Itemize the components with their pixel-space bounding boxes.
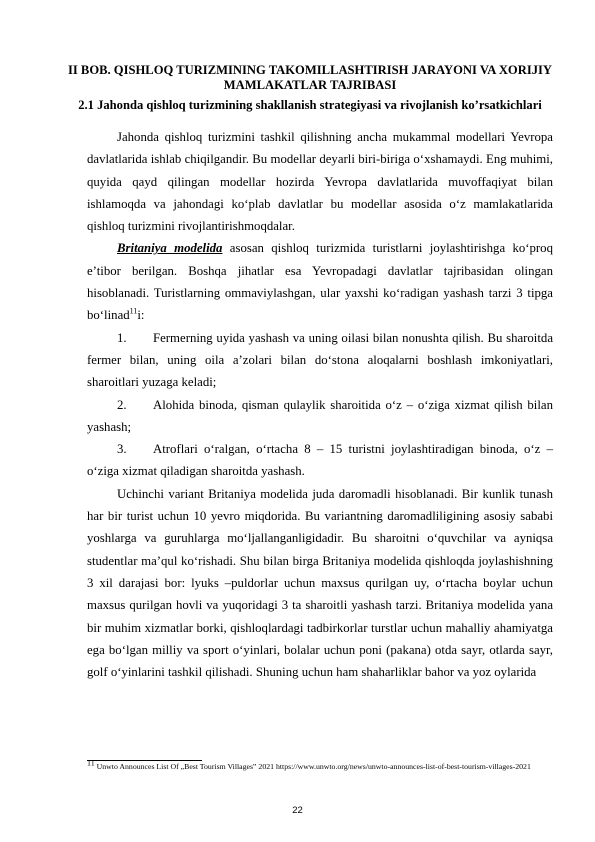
body-text xyxy=(87,126,553,683)
list-number: 3. xyxy=(117,442,127,457)
page-number: 22 xyxy=(292,805,303,816)
term-britain-model: Britaniya modelida xyxy=(117,241,223,256)
list-number: 2. xyxy=(117,397,127,412)
list-number: 1. xyxy=(117,330,127,345)
paragraph-britain-model xyxy=(87,237,553,326)
list-text: Alohida binoda, qisman qulaylik sharoitida o‘z – o‘ziga xizmat qilish bilan yashash; xyxy=(87,397,553,434)
list-text: Atroflari o‘ralgan, o‘rtacha 8 – 15 turistni joylashtiradigan binoda, o‘z – o‘ziga xizmat qiladigan sharoitda yashash. xyxy=(87,442,553,479)
list-item xyxy=(87,394,553,439)
footnote-text: Unwto Announces List Of „Best Tourism Villages‟ 2021 https://www.unwto.org/news/unwto-announces-list-of-best-tourism-villages-2021 xyxy=(94,762,531,771)
paragraph-britain-model-end: i: xyxy=(137,308,145,323)
paragraph-intro: Jahonda qishloq turizmini tashkil qilishning ancha mukammal modellari Yevropa davlatlarida ishlab chiqilgandir. Bu modellar deyarli biri-biriga o‘xshamaydi. Eng muhimi, quyida qayd qilingan modellar hozirda Yevropa davlatlarida muvoffaqiyat bilan ishlamoqda va jahondagi ko‘plab davlatlar bu modellar asosida o‘z mamlakatlarida qishloq turizmini rivojlantirishmoqdalar. xyxy=(87,130,553,234)
list-item xyxy=(87,327,553,394)
footnote-mark: 11 xyxy=(87,758,95,768)
section-title: 2.1 Jahonda qishloq turizmining shakllanish strategiyasi va rivojlanish ko’rsatkichlari xyxy=(78,98,542,112)
footnote-reference: 11 xyxy=(129,307,138,317)
list-item xyxy=(87,438,553,483)
list-text: Fermerning uyida yashash va uning oilasi bilan nonushta qilish. Bu sharoitda fermer bilan, uning oila a’zolari bilan do‘stona aloqalarni boshlash imkoniyatlari, sharoitlari yuzaga keladi; xyxy=(87,330,553,390)
paragraph-third-variant: Uchinchi variant Britaniya modelida juda daromadli hisoblanadi. Bir kunlik tunash har bir turist uchun 10 yevro miqdorida. Bu variantning daromadliligining asosiy sababi yoshlarga va guruhlarga mo‘ljallanganligidadir. Bu sharoitni o‘quvchilar va ayniqsa studentlar ma’qul ko‘rishadi. Shu bilan birga Britaniya modelida qishloqda joylashishning 3 xil darajasi bor: lyuks –puldorlar uchun maxsus qurilgan uy, o‘rtacha boylar uchun maxsus qurilgan hovli va yuqoridagi 3 ta sharoitli yashash tarzi. Britaniya modelida yana bir muhim xizmatlar borki, qishloqlardagi tadbirkorlar turstlar uchun mahalliy ahamiyatga ega bo‘lgan milliy va sport o‘yinlari, bolalar uchun poni (pakana) otda sayr, otlarda sayr, golf o‘yinlarini tashkil qilishadi. Shuning uchun ham shaharliklar bahor va yoz oylarida xyxy=(87,486,553,680)
footnote xyxy=(87,758,557,772)
footnote-divider xyxy=(87,760,202,761)
paragraph-britain-model-text: asosan qishloq turizmida turistlarni joylashtirishga ko‘proq e’tibor berilgan. Boshqa jihatlar esa Yevropadagi davlatlar tajribasidan olingan hisoblanadi. Turistlarning ommaviylashgan, ular yaxshi ko‘radigan yashash tarzi 3 tipga bo‘linad xyxy=(87,241,553,323)
chapter-title: II BOB. QISHLOQ TURIZMINING TAKOMILLASHTIRISH JARAYONI VA XORIJIY MAMLAKATLAR TAJRIBASI xyxy=(67,63,553,92)
